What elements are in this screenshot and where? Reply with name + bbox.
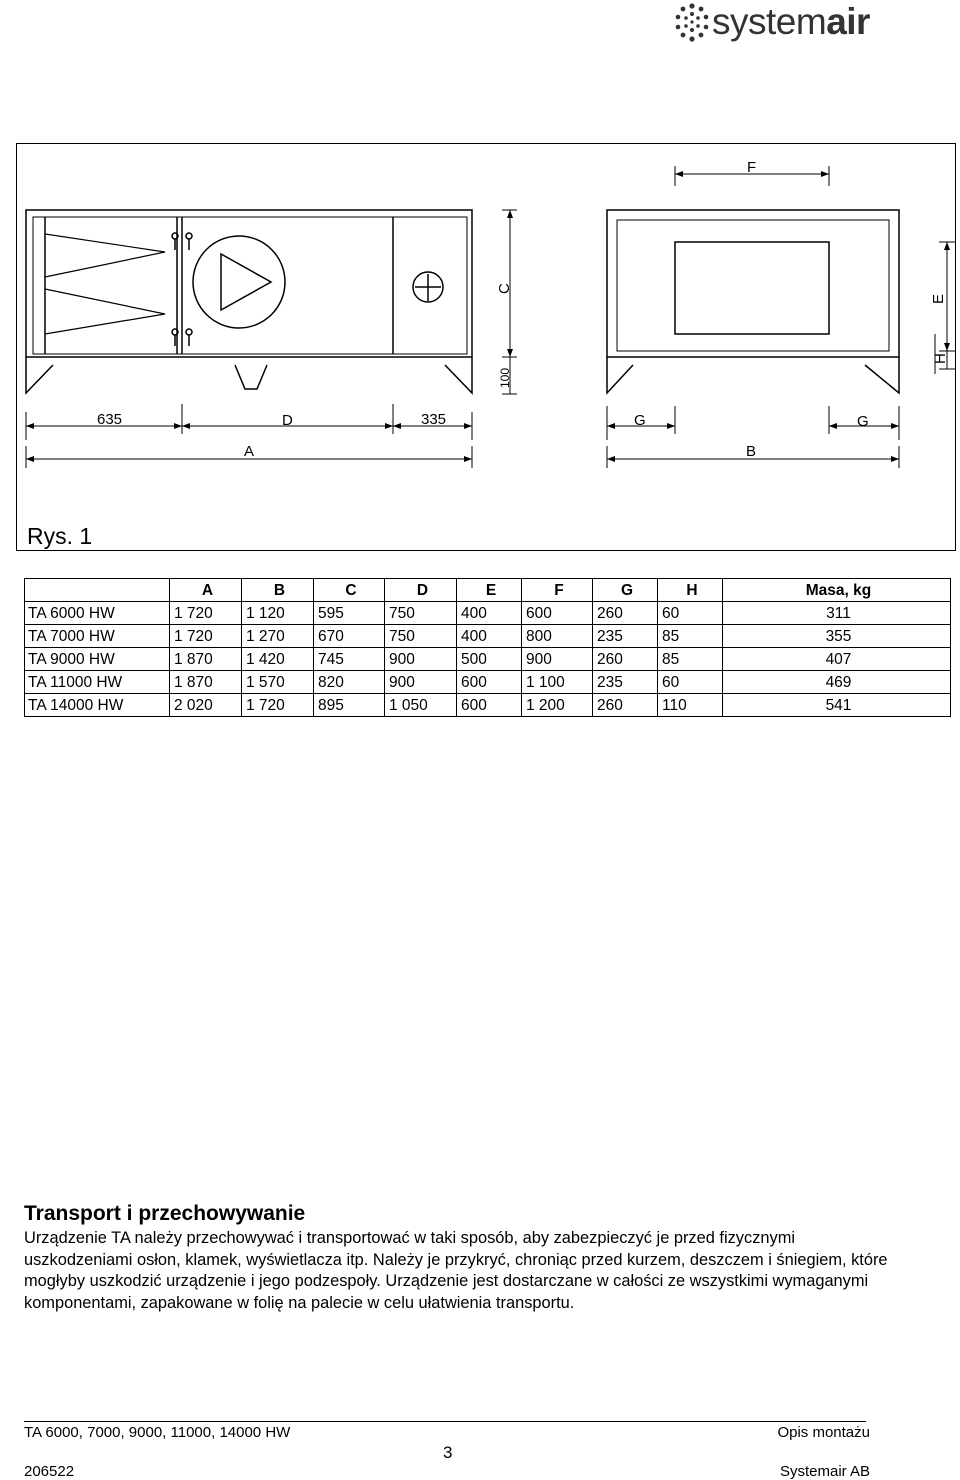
table-cell: 1 270 bbox=[242, 625, 314, 648]
dim-label-F: F bbox=[747, 159, 757, 176]
table-header-cell bbox=[25, 579, 170, 602]
table-cell: TA 14000 HW bbox=[25, 694, 170, 717]
footer-divider bbox=[24, 1421, 866, 1422]
brand-name-light: system bbox=[712, 1, 827, 42]
figure-caption: Rys. 1 bbox=[27, 523, 93, 549]
table-cell: 235 bbox=[593, 671, 658, 694]
table-header-cell: H bbox=[658, 579, 723, 602]
table-header-cell: G bbox=[593, 579, 658, 602]
dim-label-100: 100 bbox=[498, 367, 512, 388]
dim-label-G-right: G bbox=[857, 413, 869, 430]
table-cell: 1 870 bbox=[170, 671, 242, 694]
table-cell: 2 020 bbox=[170, 694, 242, 717]
table-header-cell: F bbox=[522, 579, 593, 602]
table-cell: 1 570 bbox=[242, 671, 314, 694]
footer-doc-number: 206522 bbox=[24, 1463, 75, 1480]
table-cell: 400 bbox=[457, 602, 522, 625]
table-cell: TA 9000 HW bbox=[25, 648, 170, 671]
table-cell: 1 720 bbox=[170, 625, 242, 648]
table-header-cell: C bbox=[314, 579, 385, 602]
table-cell: 355 bbox=[723, 625, 951, 648]
table-cell: 750 bbox=[385, 625, 457, 648]
table-cell: TA 6000 HW bbox=[25, 602, 170, 625]
table-cell: 600 bbox=[457, 694, 522, 717]
table-cell: 60 bbox=[658, 671, 723, 694]
table-cell: 260 bbox=[593, 602, 658, 625]
table-cell: 85 bbox=[658, 648, 723, 671]
table-cell: 85 bbox=[658, 625, 723, 648]
table-cell: 469 bbox=[723, 671, 951, 694]
dim-label-E: E bbox=[930, 293, 947, 304]
table-cell: 407 bbox=[723, 648, 951, 671]
dim-label-B: B bbox=[746, 443, 757, 460]
brand-wordmark bbox=[712, 2, 870, 42]
dim-label-635: 635 bbox=[97, 411, 123, 428]
table-cell: 60 bbox=[658, 602, 723, 625]
table-header-cell: D bbox=[385, 579, 457, 602]
footer-models: TA 6000, 7000, 9000, 11000, 14000 HW bbox=[24, 1424, 291, 1441]
systemair-logo-icon bbox=[672, 2, 712, 46]
dim-label-335: 335 bbox=[421, 411, 447, 428]
table-cell: 1 720 bbox=[170, 602, 242, 625]
dim-label-C: C bbox=[496, 283, 513, 294]
table-header-cell: Masa, kg bbox=[723, 579, 951, 602]
table-cell: 895 bbox=[314, 694, 385, 717]
table-header-row bbox=[25, 579, 951, 602]
table-cell: 541 bbox=[723, 694, 951, 717]
table-cell: 1 420 bbox=[242, 648, 314, 671]
dim-label-D: D bbox=[282, 412, 293, 429]
table-row bbox=[25, 625, 951, 648]
table-cell: 1 050 bbox=[385, 694, 457, 717]
table-cell: 900 bbox=[522, 648, 593, 671]
table-header-cell: B bbox=[242, 579, 314, 602]
table-cell: 235 bbox=[593, 625, 658, 648]
table-row bbox=[25, 671, 951, 694]
side-view-body bbox=[26, 210, 472, 357]
table-cell: 600 bbox=[522, 602, 593, 625]
section-body: Urządzenie TA należy przechowywać i transportować w taki sposób, aby zabezpieczyć je przed fizycznymi uszkodzeniami osłon, klamek, wyświetlacza itp. Należy je przykryć, chroniąc przed kurzem, deszczem i śniegiem, które mogłyby uszkodzić urządzenie i jego podzespoły. Urządzenie jest dostarczane w całości ze wszystkimi wymaganymi komponentami, zapakowane w folię na palecie w celu ułatwienia transportu. bbox=[24, 1229, 888, 1312]
table-header-cell: A bbox=[170, 579, 242, 602]
table-row bbox=[25, 602, 951, 625]
table-cell: 820 bbox=[314, 671, 385, 694]
table-row bbox=[25, 648, 951, 671]
table-cell: 1 870 bbox=[170, 648, 242, 671]
table-cell: 900 bbox=[385, 648, 457, 671]
table-cell: 1 200 bbox=[522, 694, 593, 717]
table-cell: 670 bbox=[314, 625, 385, 648]
table-cell: 400 bbox=[457, 625, 522, 648]
table-cell: 600 bbox=[457, 671, 522, 694]
dimensions-table bbox=[24, 578, 951, 717]
table-cell: 260 bbox=[593, 694, 658, 717]
dim-label-H: H bbox=[932, 353, 949, 364]
front-view-body bbox=[607, 210, 899, 357]
table-cell: 1 120 bbox=[242, 602, 314, 625]
brand-name-bold: air bbox=[826, 1, 870, 42]
page-number: 3 bbox=[443, 1443, 453, 1462]
table-cell: 1 720 bbox=[242, 694, 314, 717]
drawing-svg bbox=[17, 144, 957, 552]
table-cell: TA 11000 HW bbox=[25, 671, 170, 694]
table-cell: 745 bbox=[314, 648, 385, 671]
table-row bbox=[25, 694, 951, 717]
table-cell: 750 bbox=[385, 602, 457, 625]
section-title: Transport i przechowywanie bbox=[24, 1202, 306, 1225]
table-cell: 595 bbox=[314, 602, 385, 625]
dimension-drawing bbox=[16, 143, 956, 551]
table-cell: 260 bbox=[593, 648, 658, 671]
table-header-cell: E bbox=[457, 579, 522, 602]
table-cell: 900 bbox=[385, 671, 457, 694]
table-cell: 500 bbox=[457, 648, 522, 671]
footer-doc-type: Opis montażu bbox=[777, 1424, 870, 1441]
table-cell: 110 bbox=[658, 694, 723, 717]
dim-label-G-left: G bbox=[634, 412, 646, 429]
footer-company: Systemair AB bbox=[779, 1463, 870, 1480]
table-cell: 800 bbox=[522, 625, 593, 648]
table-cell: 1 100 bbox=[522, 671, 593, 694]
table-cell: 311 bbox=[723, 602, 951, 625]
dim-label-A: A bbox=[244, 443, 255, 460]
table-cell: TA 7000 HW bbox=[25, 625, 170, 648]
